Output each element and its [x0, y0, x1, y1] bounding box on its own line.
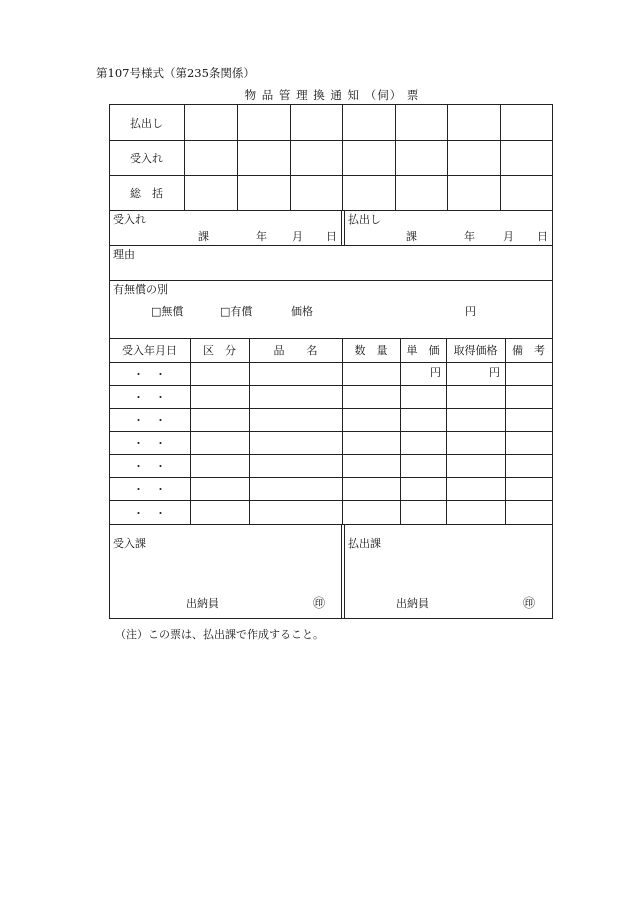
issue-day: 日 [537, 230, 548, 243]
table-row-date: ・ ・ [133, 483, 166, 496]
header-item-name: 品 名 [273, 344, 318, 357]
row-label-issue: 払出し [130, 117, 163, 130]
payment-label: 有無償の別 [113, 283, 168, 296]
unit-price-yen: 円 [430, 366, 441, 379]
receive-seal-icon: ㊞ [313, 596, 326, 610]
receive-month: 月 [292, 230, 303, 243]
table-row-date: ・ ・ [133, 368, 166, 381]
issue-month: 月 [503, 230, 514, 243]
receive-year: 年 [256, 230, 267, 243]
table-row-date: ・ ・ [133, 437, 166, 450]
price-label: 価格 [291, 305, 313, 318]
reason-label: 理由 [113, 248, 135, 261]
header-acquisition-price: 取得価格 [453, 344, 498, 357]
receive-label: 受入れ [113, 213, 146, 226]
header-quantity: 数 量 [354, 344, 388, 357]
table-row-date: ・ ・ [133, 507, 166, 520]
header-unit-price: 単 価 [406, 344, 440, 357]
issue-seal-icon: ㊞ [523, 596, 536, 610]
table-row-date: ・ ・ [133, 414, 166, 427]
receive-section-label: 受入課 [113, 537, 146, 550]
form-number: 第107号様式（第235条関係） [96, 66, 255, 80]
form-title: 物 品 管 理 換 通 知 （伺） 票 [244, 88, 420, 102]
acquisition-yen: 円 [489, 366, 500, 379]
header-receive-date: 受入年月日 [122, 344, 177, 357]
paid-checkbox[interactable]: □有償 [220, 305, 253, 318]
issue-section-label: 払出課 [348, 537, 381, 550]
issue-year: 年 [464, 230, 475, 243]
receive-ka: 課 [198, 230, 209, 243]
header-category: 区 分 [203, 344, 236, 357]
row-label-receive: 受入れ [130, 152, 163, 165]
header-remarks: 備 考 [512, 344, 545, 357]
table-row-date: ・ ・ [133, 460, 166, 473]
issue-ka: 課 [406, 230, 417, 243]
free-checkbox[interactable]: □無償 [151, 305, 184, 318]
row-label-overall: 総 括 [130, 187, 163, 200]
receive-clerk-label: 出納員 [186, 597, 219, 610]
receive-day: 日 [326, 230, 337, 243]
price-yen: 円 [465, 305, 476, 318]
table-row-date: ・ ・ [133, 391, 166, 404]
issue-clerk-label: 出納員 [396, 597, 429, 610]
footnote: （注）この票は、払出課で作成すること。 [115, 628, 324, 641]
issue-label: 払出し [348, 213, 381, 226]
